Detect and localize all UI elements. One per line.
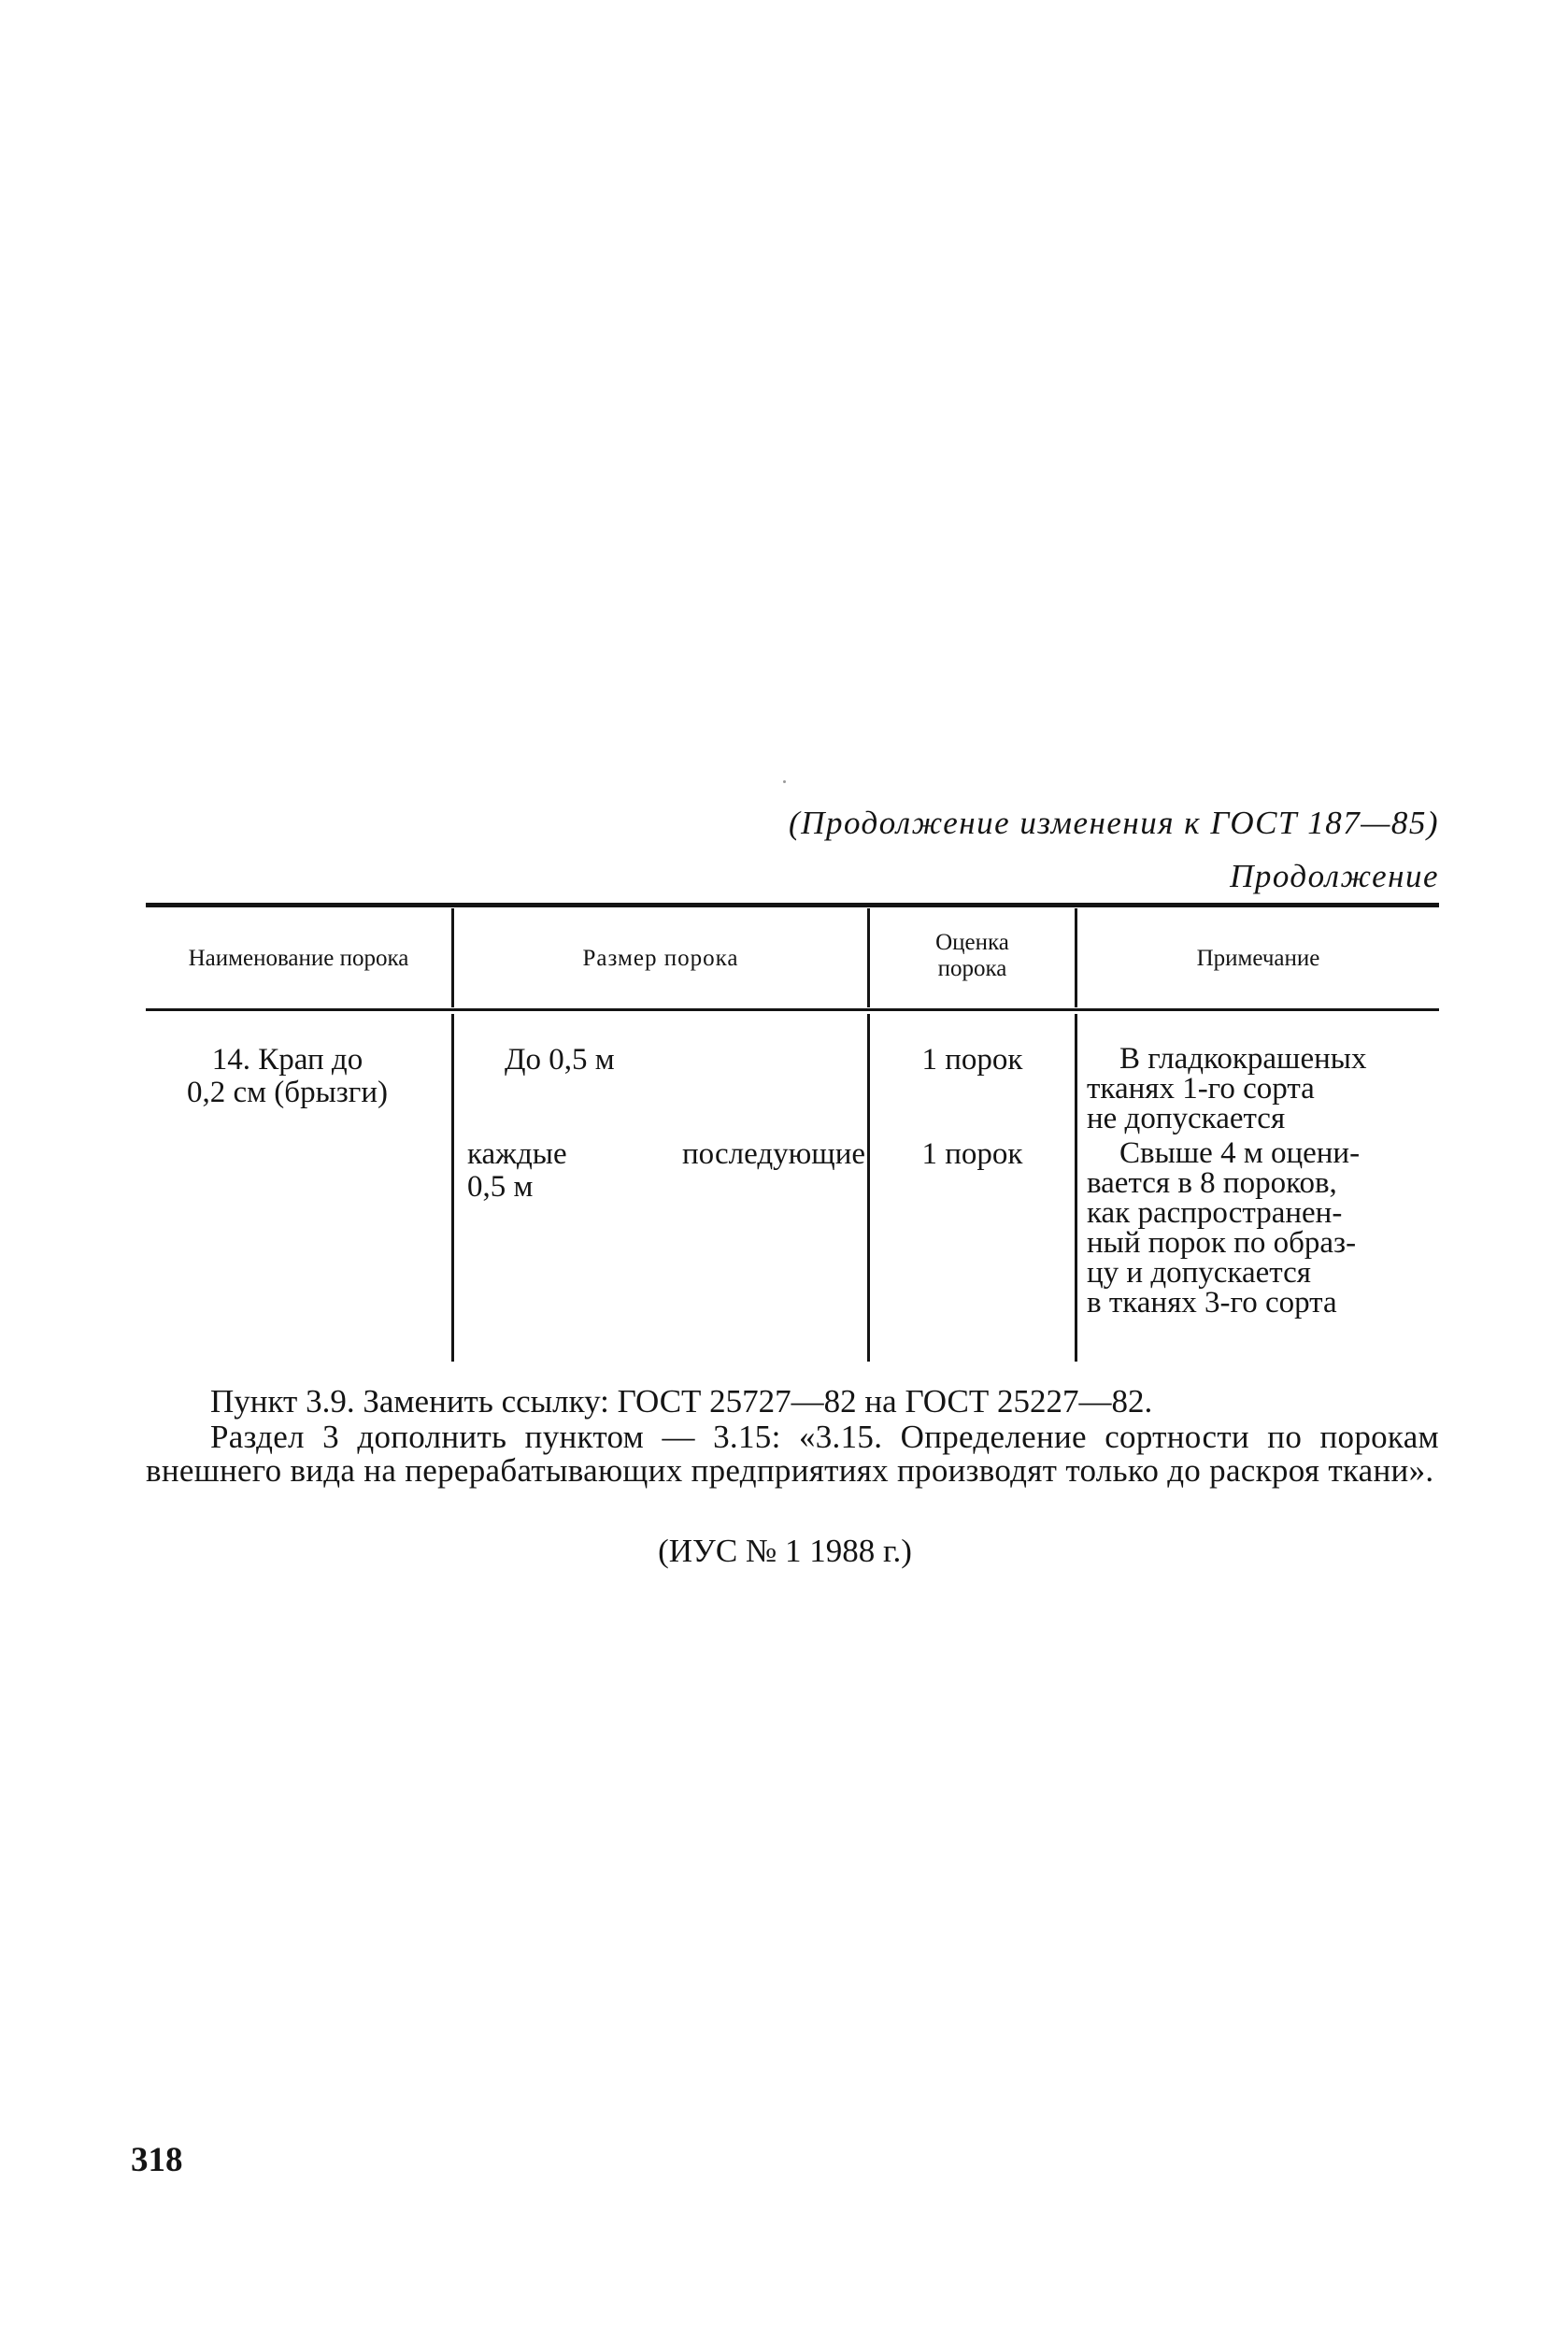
table-cell-defect-name xyxy=(131,1044,444,1109)
cell-line: Свыше 4 м оцени- xyxy=(1119,1136,1361,1170)
column-header-defect-size: Размер порока xyxy=(582,946,739,971)
cell-line: вается в 8 пороков, xyxy=(1087,1166,1337,1200)
source-reference: (ИУС № 1 1988 г.) xyxy=(658,1533,912,1569)
column-header-line: Оценка xyxy=(935,930,1009,955)
page-number: 318 xyxy=(131,2141,183,2179)
table-divider xyxy=(1075,1014,1077,1362)
column-header-line: порока xyxy=(937,956,1007,981)
table-cell-size-2-cont: 0,5 м xyxy=(467,1170,534,1204)
cell-line: В гладкокрашеных xyxy=(1119,1042,1367,1076)
cell-line: тканях 1-го сорта xyxy=(1087,1072,1315,1106)
table-top-rule xyxy=(146,903,1439,907)
cell-line: как распространен- xyxy=(1087,1196,1343,1230)
column-header-note: Примечание xyxy=(1196,946,1320,971)
cell-line: 0,2 см (брызги) xyxy=(187,1076,388,1109)
table-cell-grade-1: 1 порок xyxy=(921,1043,1023,1077)
column-header-defect-name: Наименование порока xyxy=(188,946,409,971)
cell-line: в тканях 3-го сорта xyxy=(1087,1286,1337,1320)
paragraph-add-clause: Раздел 3 дополнить пунктом — 3.15: «3.15. Определение сортности по порокам внешнего вида на перерабатывающих предприятиях производят только до раскроя ткани». xyxy=(146,1419,1439,1489)
table-cell-size-2: каждые последующие xyxy=(467,1137,865,1171)
cell-line: не допускается xyxy=(1087,1102,1286,1135)
scan-speck xyxy=(783,780,786,783)
cell-line: 14. Крап до xyxy=(211,1043,363,1077)
table-header-rule xyxy=(146,1008,1439,1011)
table-cell-note-1 xyxy=(1087,1044,1442,1134)
table-cell-size-1: До 0,5 м xyxy=(505,1043,615,1077)
paragraph-replace-reference: Пункт 3.9. Заменить ссылку: ГОСТ 25727—82 на ГОСТ 25227—82. xyxy=(210,1383,1153,1420)
continuation-label: Продолжение xyxy=(1230,858,1439,894)
table-divider xyxy=(451,1014,454,1362)
cell-line: цу и допускается xyxy=(1087,1256,1311,1290)
table-cell-grade-2: 1 порок xyxy=(921,1137,1023,1171)
column-header-defect-grade xyxy=(870,930,1075,982)
table-cell-note-2 xyxy=(1087,1138,1442,1318)
continuation-title: (Продолжение изменения к ГОСТ 187—85) xyxy=(789,805,1439,841)
cell-line: ный порок по образ- xyxy=(1087,1226,1357,1260)
